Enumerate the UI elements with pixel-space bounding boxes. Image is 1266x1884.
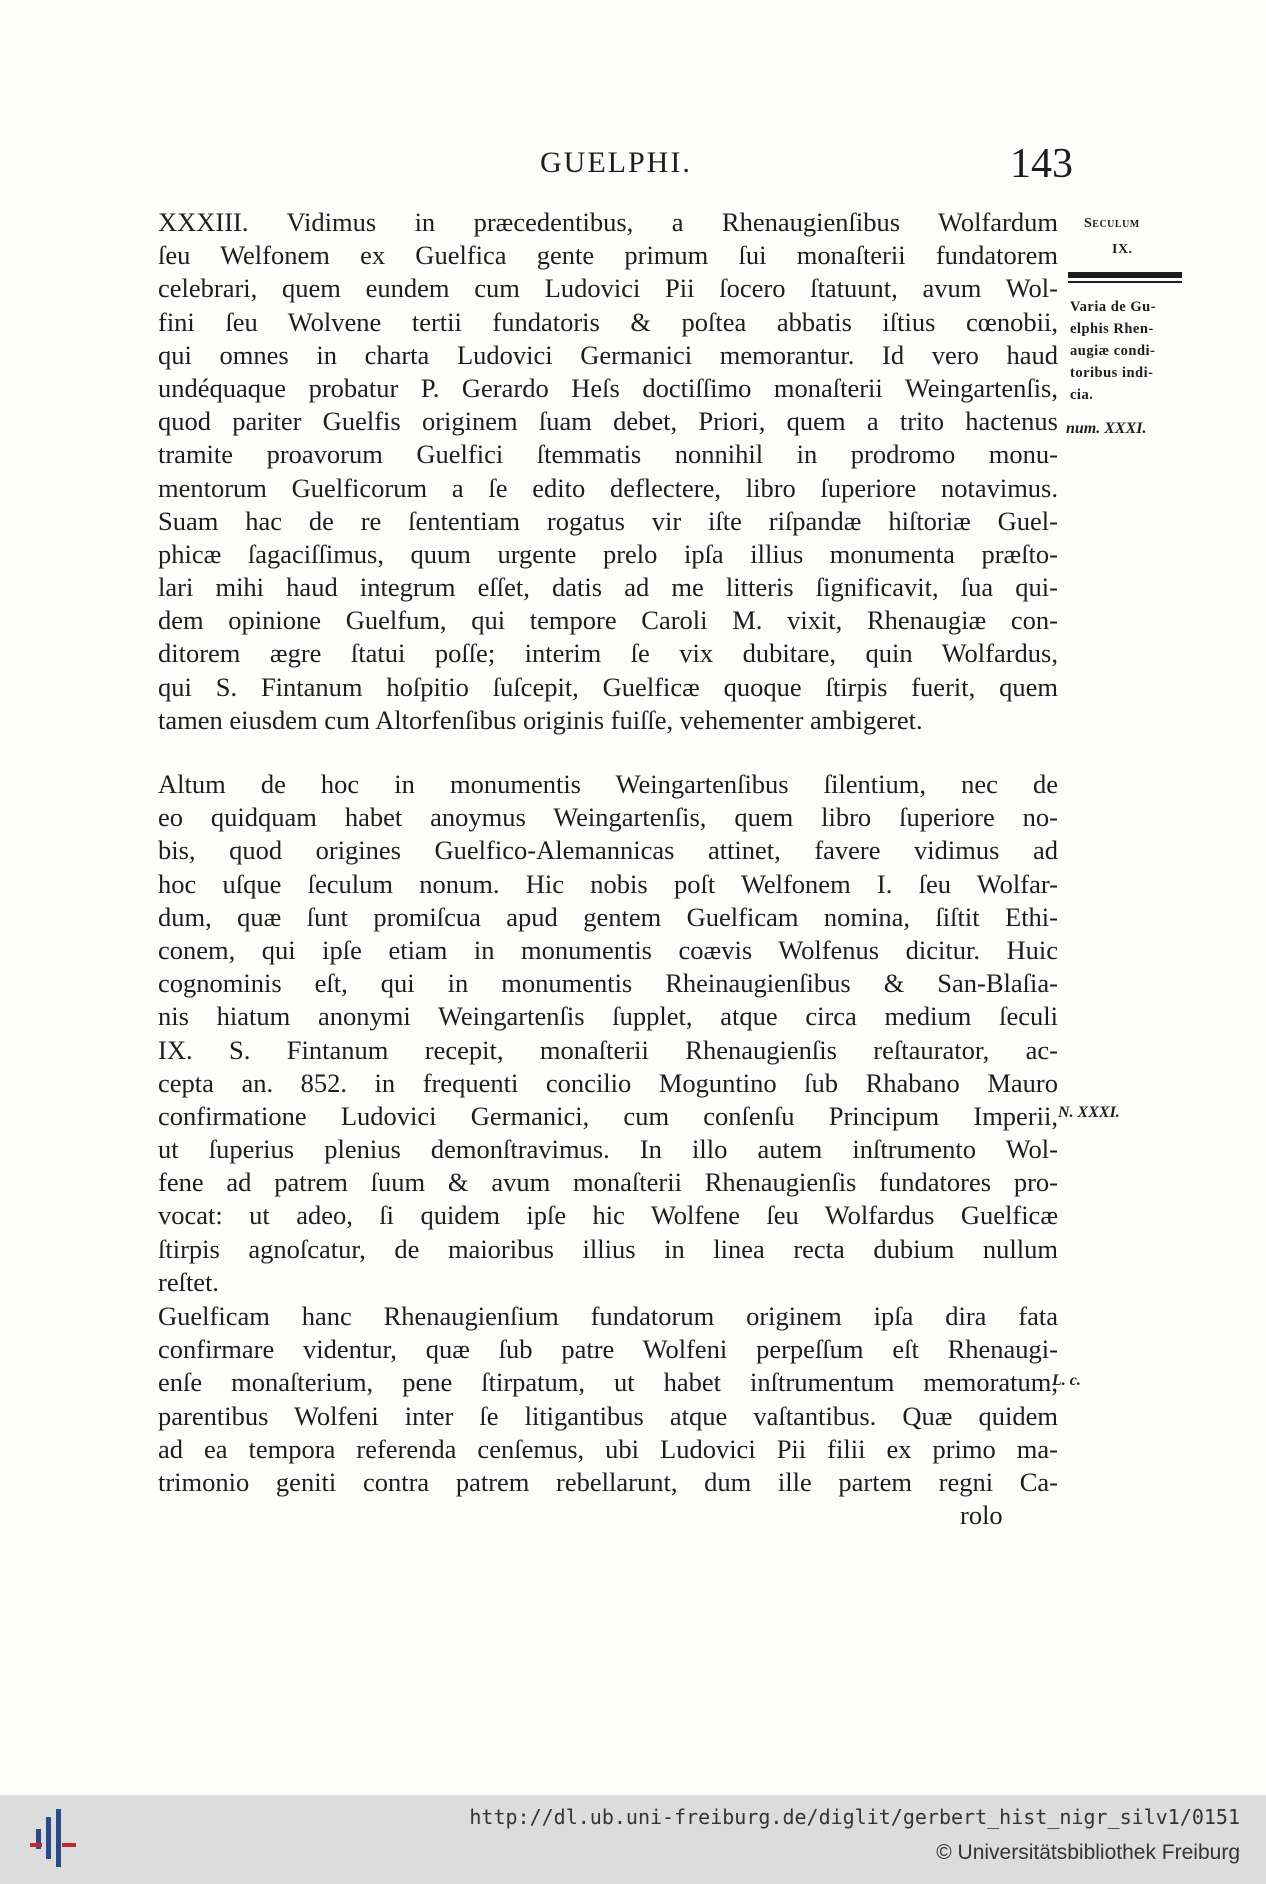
text-line: fene ad patrem ſuum & avum monaſterii Rhenaugienſis fundatores pro- bbox=[158, 1167, 1058, 1198]
margin-note bbox=[1070, 296, 1156, 406]
text-line: qui S. Fintanum hoſpitio ſuſcepit, Guelficæ quoque ſtirpis fuerit, quem bbox=[158, 671, 1058, 702]
library-logo-icon bbox=[30, 1807, 80, 1869]
running-head: GUELPHI. bbox=[540, 146, 692, 179]
text-line: ad ea tempora referenda cenſemus, ubi Ludovici Pii filii ex primo ma- bbox=[158, 1433, 1058, 1464]
paragraph-3 bbox=[158, 1300, 1058, 1499]
margin-rule bbox=[1068, 281, 1182, 283]
text-line: XXXIII. Vidimus in præcedentibus, a Rhenaugienſibus Wolfardum bbox=[158, 207, 1058, 237]
text-line: enſe monaſterium, pene ſtirpatum, ut habet inſtrumentum memoratum, bbox=[158, 1367, 1058, 1398]
text-line: eo quidquam habet anoymus Weingartenſis, quem libro ſuperiore no- bbox=[158, 802, 1058, 833]
text-line: fini ſeu Wolvene tertii fundatoris & poſtea abbatis iſtius cœnobii, bbox=[158, 306, 1058, 337]
text-line: qui omnes in charta Ludovici Germanici memorantur. Id vero haud bbox=[158, 339, 1058, 370]
text-line: celebrari, quem eundem cum Ludovici Pii ſocero ſtatuunt, avum Wol- bbox=[158, 273, 1058, 304]
text-line: Suam hac de re ſententiam rogatus vir iſte riſpandæ hiſtoriæ Guel- bbox=[158, 505, 1058, 536]
margin-note-line: elphis Rhen- bbox=[1070, 321, 1154, 337]
text-line: lari mihi haud integrum eſſet, datis ad me litteris ſignificavit, ſua qui- bbox=[158, 572, 1058, 603]
copyright-text: © Universitätsbibliothek Freiburg bbox=[936, 1841, 1240, 1864]
text-line: vocat: ut adeo, ſi quidem ipſe hic Wolfene ſeu Wolfardus Guelficæ bbox=[158, 1200, 1058, 1231]
text-line: undéquaque probatur P. Gerardo Heſs doctiſſimo monaſterii Weingartenſis, bbox=[158, 372, 1058, 403]
text-line: trimonio geniti contra patrem rebellarunt, dum ille partem regni Ca- bbox=[158, 1466, 1058, 1497]
page-number: 143 bbox=[1010, 141, 1073, 187]
text-line: dem opinione Guelfum, qui tempore Caroli M. vixit, Rhenaugiæ con- bbox=[158, 605, 1058, 636]
text-line: mentorum Guelficorum a ſe edito deflectere, libro ſuperiore notavimus. bbox=[158, 472, 1058, 503]
text-line: ut ſuperius plenius demonſtravimus. In illo autem inſtrumento Wol- bbox=[158, 1134, 1058, 1165]
text-line: quod pariter Guelfis originem ſuam debet, Priori, quem a trito hactenus bbox=[158, 406, 1058, 437]
text-line: confirmatione Ludovici Germanici, cum conſenſu Principum Imperii, bbox=[158, 1100, 1058, 1131]
margin-reference: L. c. bbox=[1052, 1372, 1081, 1389]
margin-note-line: toribus indi- bbox=[1070, 365, 1154, 381]
source-url-link[interactable]: http://dl.ub.uni-freiburg.de/diglit/gerbert_hist_nigr_silv1/0151 bbox=[469, 1805, 1240, 1829]
text-line: hoc uſque ſeculum nonum. Hic nobis poſt Welfonem I. ſeu Wolfar- bbox=[158, 868, 1058, 899]
text-line: cepta an. 852. in frequenti concilio Moguntino ſub Rhabano Mauro bbox=[158, 1067, 1058, 1098]
text-line: ditorem ægre ſtatui poſſe; interim ſe vix dubitare, quin Wolfardus, bbox=[158, 638, 1058, 669]
text-line: reſtet. bbox=[158, 1266, 220, 1297]
margin-reference: N. XXXI. bbox=[1058, 1104, 1120, 1121]
margin-note-line: augiæ condi- bbox=[1070, 343, 1156, 359]
paragraph-2 bbox=[158, 768, 1058, 1299]
margin-note-line: Varia de Gu- bbox=[1070, 299, 1157, 315]
viewer-footer bbox=[0, 1795, 1266, 1884]
margin-seculum: Seculum bbox=[1084, 216, 1140, 231]
margin-reference: num. XXXI. bbox=[1066, 420, 1147, 437]
text-line: nis hiatum anonymi Weingartenſis ſupplet, atque circa medium ſeculi bbox=[158, 1001, 1058, 1032]
text-line: conem, qui ipſe etiam in monumentis coævis Wolfenus dicitur. Huic bbox=[158, 934, 1058, 965]
text-line: Altum de hoc in monumentis Weingartenſibus ſilentium, nec de bbox=[158, 769, 1058, 799]
text-line: IX. S. Fintanum recepit, monaſterii Rhenaugienſis reſtaurator, ac- bbox=[158, 1034, 1058, 1065]
text-line: tamen eiusdem cum Altorfenſibus originis fuiſſe, vehementer ambigeret. bbox=[158, 704, 923, 735]
text-line: ſtirpis agnoſcatur, de maioribus illius in linea recta dubium nullum bbox=[158, 1233, 1058, 1264]
text-line: dum, quæ ſunt promiſcua apud gentem Guelficam nomina, ſiſtit Ethi- bbox=[158, 901, 1058, 932]
text-line: cognominis eſt, qui in monumentis Rheinaugienſibus & San-Blaſia- bbox=[158, 968, 1058, 999]
margin-rule bbox=[1068, 272, 1182, 278]
text-line: parentibus Wolfeni inter ſe litigantibus atque vaſtantibus. Quæ quidem bbox=[158, 1400, 1058, 1431]
text-line: Guelficam hanc Rhenaugienſium fundatorum originem ipſa dira fata bbox=[158, 1301, 1058, 1331]
text-line: ſeu Welfonem ex Guelfica gente primum ſui monaſterii fundatorem bbox=[158, 240, 1058, 271]
margin-note-line: cia. bbox=[1070, 387, 1094, 403]
paragraph-1 bbox=[158, 206, 1058, 737]
text-line: confirmare videntur, quæ ſub patre Wolfeni perpeſſum eſt Rhenaugi- bbox=[158, 1334, 1058, 1365]
catchword: rolo bbox=[960, 1500, 1003, 1530]
text-line: phicæ ſagaciſſimus, quum urgente prelo ipſa illius monumenta præſto- bbox=[158, 538, 1058, 569]
text-line: bis, quod origines Guelfico-Alemannicas attinet, favere vidimus ad bbox=[158, 835, 1058, 866]
margin-seculum-number: IX. bbox=[1112, 242, 1133, 257]
text-line: tramite proavorum Guelfici ſtemmatis nonnihil in prodromo monu- bbox=[158, 439, 1058, 470]
